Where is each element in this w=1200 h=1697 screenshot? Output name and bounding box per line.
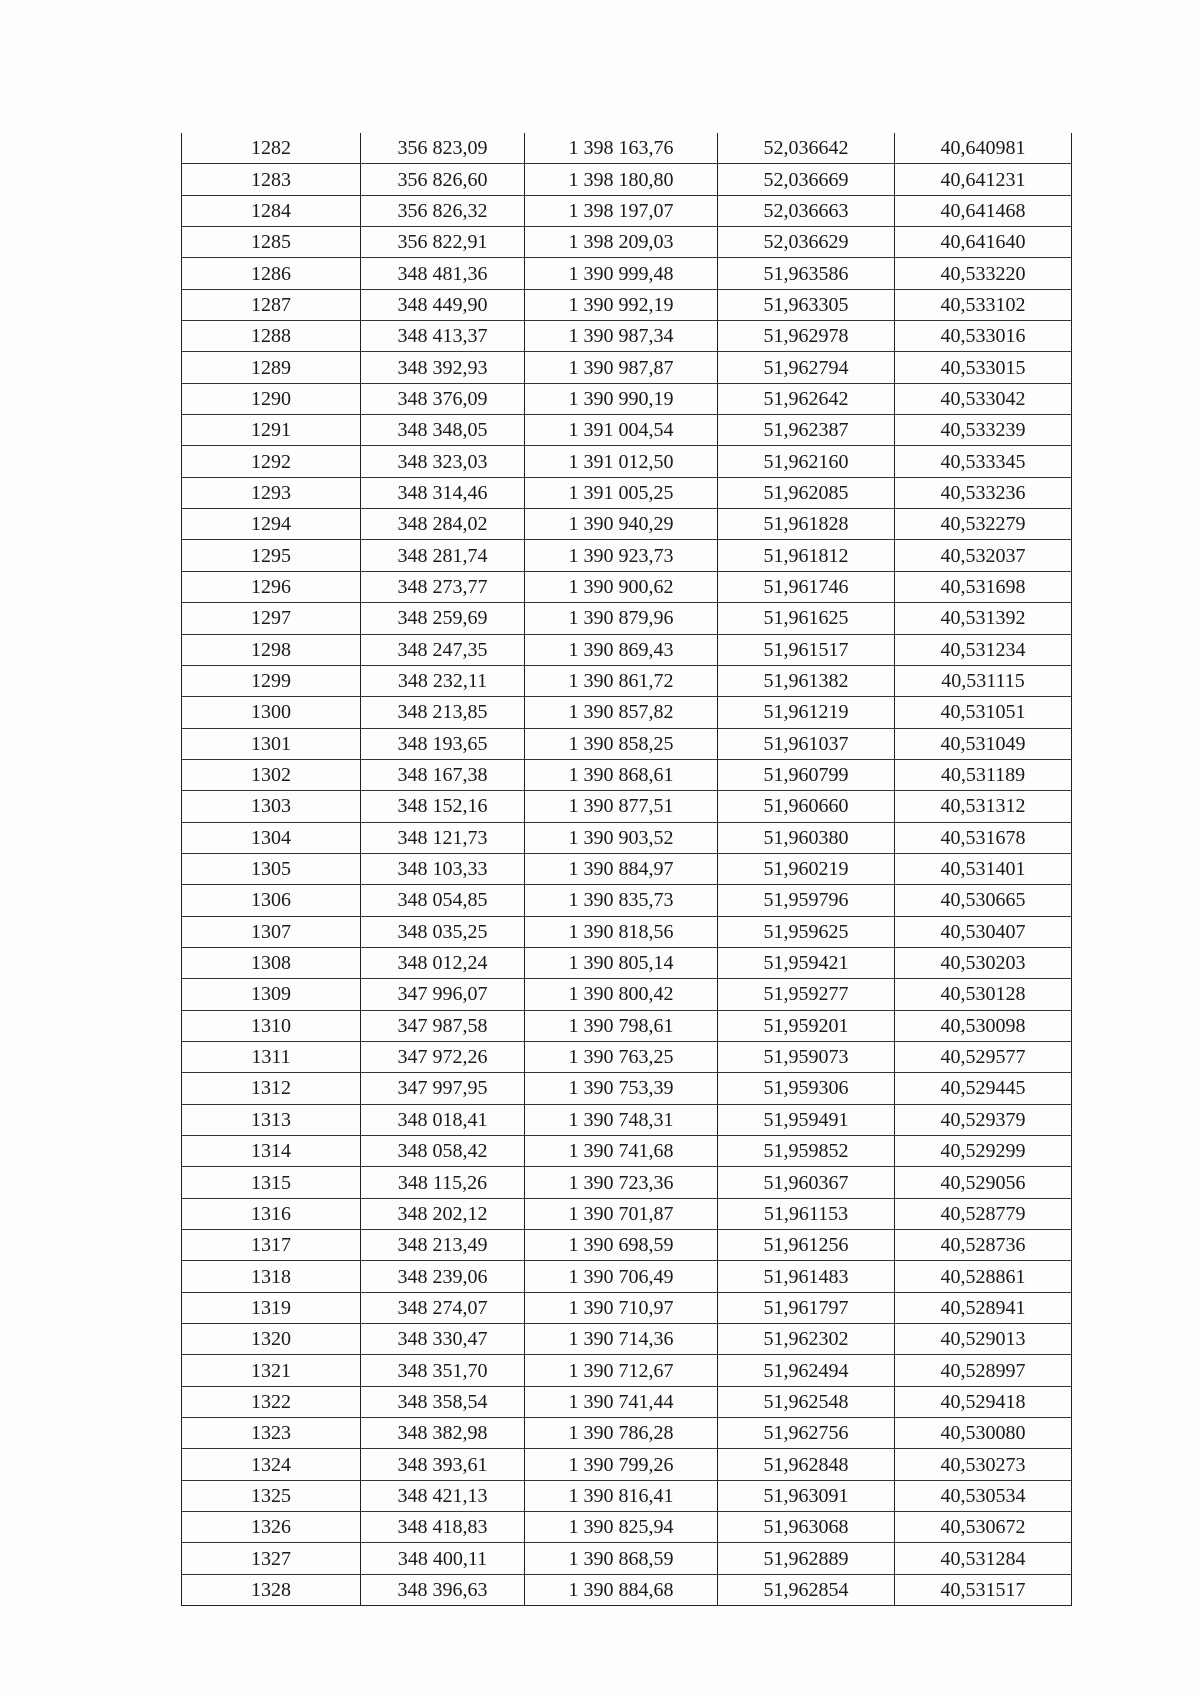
y-coordinate-cell: 1 390 800,42: [525, 979, 718, 1010]
table-row: [182, 383, 1072, 414]
point-number-cell: 1282: [182, 133, 361, 164]
latitude-cell: 51,960367: [718, 1167, 895, 1198]
y-coordinate-cell: 1 390 710,97: [525, 1292, 718, 1323]
latitude-cell: 51,959852: [718, 1136, 895, 1167]
latitude-cell: 51,961382: [718, 665, 895, 696]
longitude-cell: 40,532279: [895, 509, 1072, 540]
x-coordinate-cell: 356 826,60: [361, 164, 525, 195]
table-row: [182, 1041, 1072, 1072]
table-row: [182, 509, 1072, 540]
x-coordinate-cell: 348 273,77: [361, 571, 525, 602]
table-row: [182, 571, 1072, 602]
point-number-cell: 1314: [182, 1136, 361, 1167]
latitude-cell: 51,962302: [718, 1324, 895, 1355]
table-row: [182, 1167, 1072, 1198]
y-coordinate-cell: 1 390 712,67: [525, 1355, 718, 1386]
latitude-cell: 51,961517: [718, 634, 895, 665]
longitude-cell: 40,533016: [895, 321, 1072, 352]
longitude-cell: 40,528861: [895, 1261, 1072, 1292]
longitude-cell: 40,531049: [895, 728, 1072, 759]
latitude-cell: 51,962854: [718, 1574, 895, 1605]
table-row: [182, 634, 1072, 665]
table-row: [182, 227, 1072, 258]
latitude-cell: 51,959201: [718, 1010, 895, 1041]
point-number-cell: 1309: [182, 979, 361, 1010]
point-number-cell: 1323: [182, 1418, 361, 1449]
x-coordinate-cell: 348 382,98: [361, 1418, 525, 1449]
point-number-cell: 1313: [182, 1104, 361, 1135]
longitude-cell: 40,529056: [895, 1167, 1072, 1198]
x-coordinate-cell: 348 058,42: [361, 1136, 525, 1167]
longitude-cell: 40,531678: [895, 822, 1072, 853]
y-coordinate-cell: 1 390 857,82: [525, 697, 718, 728]
y-coordinate-cell: 1 390 868,61: [525, 759, 718, 790]
point-number-cell: 1322: [182, 1386, 361, 1417]
y-coordinate-cell: 1 390 900,62: [525, 571, 718, 602]
table-row: [182, 1449, 1072, 1480]
longitude-cell: 40,641468: [895, 195, 1072, 226]
longitude-cell: 40,528779: [895, 1198, 1072, 1229]
longitude-cell: 40,531189: [895, 759, 1072, 790]
point-number-cell: 1326: [182, 1512, 361, 1543]
x-coordinate-cell: 347 972,26: [361, 1041, 525, 1072]
point-number-cell: 1302: [182, 759, 361, 790]
latitude-cell: 51,962494: [718, 1355, 895, 1386]
latitude-cell: 51,961037: [718, 728, 895, 759]
table-row: [182, 1292, 1072, 1323]
point-number-cell: 1299: [182, 665, 361, 696]
x-coordinate-cell: 348 193,65: [361, 728, 525, 759]
point-number-cell: 1306: [182, 885, 361, 916]
point-number-cell: 1303: [182, 791, 361, 822]
point-number-cell: 1298: [182, 634, 361, 665]
latitude-cell: 51,962387: [718, 415, 895, 446]
y-coordinate-cell: 1 390 701,87: [525, 1198, 718, 1229]
latitude-cell: 51,963305: [718, 289, 895, 320]
latitude-cell: 51,961153: [718, 1198, 895, 1229]
y-coordinate-cell: 1 390 858,25: [525, 728, 718, 759]
longitude-cell: 40,533345: [895, 446, 1072, 477]
table-row: [182, 1418, 1072, 1449]
point-number-cell: 1288: [182, 321, 361, 352]
table-row: [182, 133, 1072, 164]
y-coordinate-cell: 1 398 197,07: [525, 195, 718, 226]
point-number-cell: 1290: [182, 383, 361, 414]
y-coordinate-cell: 1 390 741,68: [525, 1136, 718, 1167]
longitude-cell: 40,529379: [895, 1104, 1072, 1135]
longitude-cell: 40,528997: [895, 1355, 1072, 1386]
x-coordinate-cell: 348 396,63: [361, 1574, 525, 1605]
x-coordinate-cell: 348 239,06: [361, 1261, 525, 1292]
x-coordinate-cell: 347 987,58: [361, 1010, 525, 1041]
point-number-cell: 1310: [182, 1010, 361, 1041]
y-coordinate-cell: 1 390 805,14: [525, 947, 718, 978]
table-row: [182, 1543, 1072, 1574]
table-row: [182, 258, 1072, 289]
y-coordinate-cell: 1 390 987,87: [525, 352, 718, 383]
table-row: [182, 1324, 1072, 1355]
x-coordinate-cell: 348 418,83: [361, 1512, 525, 1543]
x-coordinate-cell: 356 826,32: [361, 195, 525, 226]
coordinates-table-body: [182, 133, 1072, 1606]
y-coordinate-cell: 1 390 992,19: [525, 289, 718, 320]
longitude-cell: 40,530080: [895, 1418, 1072, 1449]
table-row: [182, 1136, 1072, 1167]
latitude-cell: 51,962756: [718, 1418, 895, 1449]
table-row: [182, 1198, 1072, 1229]
longitude-cell: 40,531115: [895, 665, 1072, 696]
x-coordinate-cell: 347 996,07: [361, 979, 525, 1010]
longitude-cell: 40,529013: [895, 1324, 1072, 1355]
point-number-cell: 1305: [182, 853, 361, 884]
longitude-cell: 40,530098: [895, 1010, 1072, 1041]
x-coordinate-cell: 348 018,41: [361, 1104, 525, 1135]
x-coordinate-cell: 348 413,37: [361, 321, 525, 352]
table-row: [182, 1574, 1072, 1605]
y-coordinate-cell: 1 390 903,52: [525, 822, 718, 853]
x-coordinate-cell: 348 393,61: [361, 1449, 525, 1480]
y-coordinate-cell: 1 390 835,73: [525, 885, 718, 916]
y-coordinate-cell: 1 390 879,96: [525, 603, 718, 634]
point-number-cell: 1318: [182, 1261, 361, 1292]
y-coordinate-cell: 1 398 163,76: [525, 133, 718, 164]
longitude-cell: 40,533220: [895, 258, 1072, 289]
longitude-cell: 40,640981: [895, 133, 1072, 164]
y-coordinate-cell: 1 390 990,19: [525, 383, 718, 414]
y-coordinate-cell: 1 390 741,44: [525, 1386, 718, 1417]
longitude-cell: 40,530273: [895, 1449, 1072, 1480]
x-coordinate-cell: 348 330,47: [361, 1324, 525, 1355]
y-coordinate-cell: 1 390 763,25: [525, 1041, 718, 1072]
point-number-cell: 1304: [182, 822, 361, 853]
latitude-cell: 51,962160: [718, 446, 895, 477]
table-row: [182, 603, 1072, 634]
longitude-cell: 40,531401: [895, 853, 1072, 884]
y-coordinate-cell: 1 391 012,50: [525, 446, 718, 477]
latitude-cell: 51,962889: [718, 1543, 895, 1574]
point-number-cell: 1321: [182, 1355, 361, 1386]
longitude-cell: 40,533015: [895, 352, 1072, 383]
point-number-cell: 1289: [182, 352, 361, 383]
x-coordinate-cell: 348 213,49: [361, 1230, 525, 1261]
table-row: [182, 759, 1072, 790]
x-coordinate-cell: 348 247,35: [361, 634, 525, 665]
point-number-cell: 1325: [182, 1480, 361, 1511]
longitude-cell: 40,529577: [895, 1041, 1072, 1072]
point-number-cell: 1307: [182, 916, 361, 947]
longitude-cell: 40,528941: [895, 1292, 1072, 1323]
y-coordinate-cell: 1 390 999,48: [525, 258, 718, 289]
y-coordinate-cell: 1 390 923,73: [525, 540, 718, 571]
latitude-cell: 51,960219: [718, 853, 895, 884]
table-row: [182, 979, 1072, 1010]
y-coordinate-cell: 1 391 004,54: [525, 415, 718, 446]
y-coordinate-cell: 1 390 799,26: [525, 1449, 718, 1480]
y-coordinate-cell: 1 390 798,61: [525, 1010, 718, 1041]
x-coordinate-cell: 348 284,02: [361, 509, 525, 540]
point-number-cell: 1296: [182, 571, 361, 602]
table-row: [182, 1073, 1072, 1104]
point-number-cell: 1294: [182, 509, 361, 540]
point-number-cell: 1327: [182, 1543, 361, 1574]
latitude-cell: 51,959421: [718, 947, 895, 978]
x-coordinate-cell: 348 012,24: [361, 947, 525, 978]
x-coordinate-cell: 348 152,16: [361, 791, 525, 822]
y-coordinate-cell: 1 390 884,97: [525, 853, 718, 884]
y-coordinate-cell: 1 390 748,31: [525, 1104, 718, 1135]
coordinates-table: [181, 133, 1072, 1606]
table-row: [182, 415, 1072, 446]
y-coordinate-cell: 1 390 753,39: [525, 1073, 718, 1104]
y-coordinate-cell: 1 390 877,51: [525, 791, 718, 822]
x-coordinate-cell: 348 323,03: [361, 446, 525, 477]
latitude-cell: 51,963068: [718, 1512, 895, 1543]
x-coordinate-cell: 348 103,33: [361, 853, 525, 884]
x-coordinate-cell: 348 376,09: [361, 383, 525, 414]
longitude-cell: 40,530672: [895, 1512, 1072, 1543]
x-coordinate-cell: 348 351,70: [361, 1355, 525, 1386]
y-coordinate-cell: 1 390 818,56: [525, 916, 718, 947]
longitude-cell: 40,531517: [895, 1574, 1072, 1605]
y-coordinate-cell: 1 390 825,94: [525, 1512, 718, 1543]
table-row: [182, 697, 1072, 728]
x-coordinate-cell: 348 358,54: [361, 1386, 525, 1417]
latitude-cell: 51,959073: [718, 1041, 895, 1072]
x-coordinate-cell: 348 421,13: [361, 1480, 525, 1511]
longitude-cell: 40,641231: [895, 164, 1072, 195]
table-row: [182, 916, 1072, 947]
latitude-cell: 51,962794: [718, 352, 895, 383]
latitude-cell: 51,962978: [718, 321, 895, 352]
latitude-cell: 51,963091: [718, 1480, 895, 1511]
y-coordinate-cell: 1 398 209,03: [525, 227, 718, 258]
table-row: [182, 1480, 1072, 1511]
longitude-cell: 40,530203: [895, 947, 1072, 978]
latitude-cell: 51,960380: [718, 822, 895, 853]
longitude-cell: 40,533236: [895, 477, 1072, 508]
y-coordinate-cell: 1 390 869,43: [525, 634, 718, 665]
table-row: [182, 321, 1072, 352]
y-coordinate-cell: 1 390 786,28: [525, 1418, 718, 1449]
latitude-cell: 51,960660: [718, 791, 895, 822]
point-number-cell: 1293: [182, 477, 361, 508]
point-number-cell: 1317: [182, 1230, 361, 1261]
table-row: [182, 540, 1072, 571]
table-row: [182, 1104, 1072, 1135]
longitude-cell: 40,533042: [895, 383, 1072, 414]
x-coordinate-cell: 348 449,90: [361, 289, 525, 320]
point-number-cell: 1300: [182, 697, 361, 728]
x-coordinate-cell: 348 213,85: [361, 697, 525, 728]
point-number-cell: 1291: [182, 415, 361, 446]
latitude-cell: 51,962848: [718, 1449, 895, 1480]
latitude-cell: 51,961812: [718, 540, 895, 571]
longitude-cell: 40,531051: [895, 697, 1072, 728]
y-coordinate-cell: 1 390 723,36: [525, 1167, 718, 1198]
point-number-cell: 1315: [182, 1167, 361, 1198]
latitude-cell: 52,036629: [718, 227, 895, 258]
table-row: [182, 822, 1072, 853]
x-coordinate-cell: 348 035,25: [361, 916, 525, 947]
y-coordinate-cell: 1 398 180,80: [525, 164, 718, 195]
x-coordinate-cell: 348 400,11: [361, 1543, 525, 1574]
latitude-cell: 51,961828: [718, 509, 895, 540]
y-coordinate-cell: 1 390 714,36: [525, 1324, 718, 1355]
table-row: [182, 352, 1072, 383]
x-coordinate-cell: 356 823,09: [361, 133, 525, 164]
table-row: [182, 1355, 1072, 1386]
table-row: [182, 728, 1072, 759]
x-coordinate-cell: 348 314,46: [361, 477, 525, 508]
x-coordinate-cell: 348 054,85: [361, 885, 525, 916]
table-row: [182, 885, 1072, 916]
longitude-cell: 40,530665: [895, 885, 1072, 916]
latitude-cell: 51,959625: [718, 916, 895, 947]
latitude-cell: 51,960799: [718, 759, 895, 790]
longitude-cell: 40,531312: [895, 791, 1072, 822]
point-number-cell: 1319: [182, 1292, 361, 1323]
longitude-cell: 40,530534: [895, 1480, 1072, 1511]
x-coordinate-cell: 348 281,74: [361, 540, 525, 571]
y-coordinate-cell: 1 390 884,68: [525, 1574, 718, 1605]
longitude-cell: 40,532037: [895, 540, 1072, 571]
latitude-cell: 51,959277: [718, 979, 895, 1010]
x-coordinate-cell: 356 822,91: [361, 227, 525, 258]
table-row: [182, 665, 1072, 696]
latitude-cell: 51,959306: [718, 1073, 895, 1104]
latitude-cell: 51,961625: [718, 603, 895, 634]
point-number-cell: 1285: [182, 227, 361, 258]
latitude-cell: 52,036663: [718, 195, 895, 226]
latitude-cell: 51,962548: [718, 1386, 895, 1417]
latitude-cell: 51,962642: [718, 383, 895, 414]
table-row: [182, 947, 1072, 978]
x-coordinate-cell: 348 232,11: [361, 665, 525, 696]
point-number-cell: 1320: [182, 1324, 361, 1355]
latitude-cell: 51,959796: [718, 885, 895, 916]
point-number-cell: 1324: [182, 1449, 361, 1480]
longitude-cell: 40,530128: [895, 979, 1072, 1010]
point-number-cell: 1295: [182, 540, 361, 571]
table-row: [182, 1010, 1072, 1041]
longitude-cell: 40,529445: [895, 1073, 1072, 1104]
latitude-cell: 51,961219: [718, 697, 895, 728]
table-row: [182, 791, 1072, 822]
y-coordinate-cell: 1 390 698,59: [525, 1230, 718, 1261]
y-coordinate-cell: 1 390 868,59: [525, 1543, 718, 1574]
y-coordinate-cell: 1 390 816,41: [525, 1480, 718, 1511]
table-row: [182, 1386, 1072, 1417]
table-row: [182, 289, 1072, 320]
table-row: [182, 164, 1072, 195]
x-coordinate-cell: 348 481,36: [361, 258, 525, 289]
y-coordinate-cell: 1 391 005,25: [525, 477, 718, 508]
longitude-cell: 40,531698: [895, 571, 1072, 602]
longitude-cell: 40,641640: [895, 227, 1072, 258]
longitude-cell: 40,533102: [895, 289, 1072, 320]
table-row: [182, 446, 1072, 477]
x-coordinate-cell: 348 167,38: [361, 759, 525, 790]
point-number-cell: 1312: [182, 1073, 361, 1104]
table-row: [182, 853, 1072, 884]
point-number-cell: 1287: [182, 289, 361, 320]
y-coordinate-cell: 1 390 940,29: [525, 509, 718, 540]
latitude-cell: 51,961797: [718, 1292, 895, 1323]
point-number-cell: 1328: [182, 1574, 361, 1605]
table-row: [182, 1261, 1072, 1292]
y-coordinate-cell: 1 390 861,72: [525, 665, 718, 696]
latitude-cell: 52,036642: [718, 133, 895, 164]
point-number-cell: 1284: [182, 195, 361, 226]
point-number-cell: 1311: [182, 1041, 361, 1072]
table-row: [182, 195, 1072, 226]
y-coordinate-cell: 1 390 987,34: [525, 321, 718, 352]
latitude-cell: 51,962085: [718, 477, 895, 508]
table-row: [182, 477, 1072, 508]
x-coordinate-cell: 348 121,73: [361, 822, 525, 853]
x-coordinate-cell: 348 202,12: [361, 1198, 525, 1229]
x-coordinate-cell: 348 115,26: [361, 1167, 525, 1198]
point-number-cell: 1283: [182, 164, 361, 195]
y-coordinate-cell: 1 390 706,49: [525, 1261, 718, 1292]
latitude-cell: 51,961483: [718, 1261, 895, 1292]
longitude-cell: 40,528736: [895, 1230, 1072, 1261]
x-coordinate-cell: 348 274,07: [361, 1292, 525, 1323]
longitude-cell: 40,530407: [895, 916, 1072, 947]
longitude-cell: 40,533239: [895, 415, 1072, 446]
point-number-cell: 1301: [182, 728, 361, 759]
point-number-cell: 1286: [182, 258, 361, 289]
point-number-cell: 1297: [182, 603, 361, 634]
table-row: [182, 1512, 1072, 1543]
point-number-cell: 1316: [182, 1198, 361, 1229]
point-number-cell: 1292: [182, 446, 361, 477]
latitude-cell: 51,961256: [718, 1230, 895, 1261]
latitude-cell: 51,961746: [718, 571, 895, 602]
longitude-cell: 40,529299: [895, 1136, 1072, 1167]
x-coordinate-cell: 348 348,05: [361, 415, 525, 446]
latitude-cell: 51,959491: [718, 1104, 895, 1135]
x-coordinate-cell: 348 259,69: [361, 603, 525, 634]
longitude-cell: 40,531234: [895, 634, 1072, 665]
longitude-cell: 40,531284: [895, 1543, 1072, 1574]
longitude-cell: 40,529418: [895, 1386, 1072, 1417]
latitude-cell: 52,036669: [718, 164, 895, 195]
point-number-cell: 1308: [182, 947, 361, 978]
longitude-cell: 40,531392: [895, 603, 1072, 634]
latitude-cell: 51,963586: [718, 258, 895, 289]
x-coordinate-cell: 347 997,95: [361, 1073, 525, 1104]
x-coordinate-cell: 348 392,93: [361, 352, 525, 383]
table-row: [182, 1230, 1072, 1261]
